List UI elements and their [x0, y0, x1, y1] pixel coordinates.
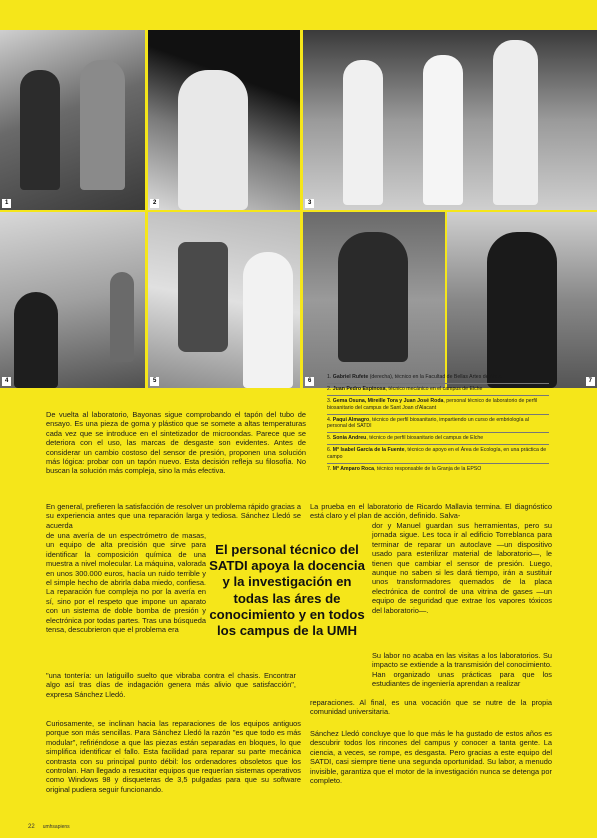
photo-3	[303, 30, 597, 210]
photo-number: 2	[150, 199, 159, 208]
person-silhouette	[493, 40, 538, 205]
photo-number: 1	[2, 199, 11, 208]
photo-5	[148, 212, 300, 388]
photo-6	[303, 212, 445, 388]
left-col-p1c: "una tontería: un latiguillo suelto que vibraba contra el chasis. Encontrar algo así tras días de indagación genera más alivio que satisfacción", expresa Sánchez Lledó.	[46, 671, 296, 699]
caption-item: 7. Mª Amparo Roca, técnico responsable de la Granja de la EPSO	[327, 465, 482, 472]
intro-paragraph: De vuelta al laboratorio, Bayonas sigue comprobando el tapón del tubo de ensayo. Es una pieza de goma y plástico que se somete a altas temperaturas cada vez que se introduce en el sintetizador de microondas. Parece que se deteriora con el uso, las marcas de desgaste son evidentes. Antes de considerar un cambio costoso del sensor de presión, proponen una solución más lógica: probar con un tapón nuevo. Esta decisión refleja su filosofía. No buscan la solución más compleja, sino la más efectiva.	[46, 410, 306, 476]
caption-item: 2. Juan Pedro Espinosa, técnico mecánico en el campus de Elche	[327, 384, 549, 396]
person-silhouette	[14, 292, 58, 388]
photo-2	[148, 30, 300, 210]
left-col-p1b: de una avería de un espectrómetro de masas, un equipo de alta precisión que sirve para identificar la composición química de una muestra a nivel molecular. La máquina, valorada en unos 300.000 euros, hacía un ruido terrible y el simple hecho de abrirla daba miedo, confiesa. La reparación fue compleja no por la avería en sí, sino por el respeto que impone un aparato con un sistema de doble bomba de presión y electrónica por todas partes. Tras una búsqueda tensa, descubrieron que el problema era	[46, 531, 206, 635]
person-silhouette	[110, 272, 134, 362]
right-col-p1b: dor y Manuel guardan sus herramientas, pero su jornada sigue. Les toca ir al edificio Torreblanca para terminar de reparar un autoclave —un dispositivo usado para esterilizar material de laboratorio—, le tienen que cambiar el sensor de presión. Luego, aunque no saben si les dará tiempo, irán a sustituir unos transformadores quemados de la placa electrónica de control de una vitrina de gases —un equipo de seguridad que extrae los vapores tóxicos del laboratorio—.	[372, 521, 552, 615]
photo-1	[0, 30, 145, 210]
person-silhouette	[338, 232, 408, 362]
caption-item: 4. Paqui Almagro, técnico de perfil biosanitario, impartiendo un curso de embriología al personal del SATDI	[327, 415, 549, 433]
right-col-p3: Sánchez Lledó concluye que lo que más le ha gustado de estos años es descubrir todos los rincones del campus y conocer a tanta gente. La ciencia, a veces, se rompe, es desgasta. Pero gracias a este equipo del SATDI, casi siempre tiene una segunda oportunidad. Su labor, a menudo invisible, garantiza que el motor de la investigación nunca se detenga por completo.	[310, 729, 552, 786]
page-footer	[28, 824, 70, 830]
right-col-p2a: Su labor no acaba en las visitas a los laboratorios. Su impacto se extiende a la transmisión del conocimiento. Han organizado unas prácticas para que los estudiantes de ingeniería aprendan a realizar	[372, 651, 552, 689]
caption-item: 6. Mª Isabel García de la Fuente, técnico de apoyo en el Área de Ecología, en una práctica de campo	[327, 445, 549, 463]
photo-captions	[327, 372, 549, 475]
photo-number: 5	[150, 377, 159, 386]
caption-item: 5. Sonia Andreu, técnico de perfil biosanitario del campus de Elche	[327, 433, 549, 445]
left-col-p1a: En general, prefieren la satisfacción de resolver un problema rápido gracias a su experiencia antes que una reparación larga y tediosa. Sánchez Lledó se acuerda	[46, 502, 301, 530]
page-number: 22	[28, 824, 35, 830]
caption-item: 1. Gabriel Rufete (derecha), técnico en la Facultad de Bellas Artes de Altea	[327, 372, 549, 384]
photo-number: 3	[305, 199, 314, 208]
pull-quote: El personal técnico del SATDI apoya la docencia y la investigación en todas las áres de conocimiento y en todos los campus de la UMH	[209, 542, 365, 639]
person-silhouette	[243, 252, 293, 388]
person-silhouette	[343, 60, 383, 205]
caption-item: 3. Gema Osuna, Mireille Tora y Juan José Roda, personal técnico de laboratorio de perfil biosanitario del campus de Sant Joan d'Alacant	[327, 396, 549, 414]
right-col-p1a: La prueba en el laboratorio de Ricardo Mallavia termina. El diagnóstico está claro y el plan de acción, definido. Salva-	[310, 502, 552, 521]
photo-number: 4	[2, 377, 11, 386]
photo-4	[0, 212, 145, 388]
person-silhouette	[80, 60, 125, 190]
person-silhouette	[423, 55, 463, 205]
person-silhouette	[178, 70, 248, 210]
photo-number: 7	[586, 377, 595, 386]
microscope	[178, 242, 228, 352]
person-silhouette	[20, 70, 60, 190]
photo-number: 6	[305, 377, 314, 386]
photo-7	[447, 212, 597, 388]
right-col-p2b: reparaciones. Al final, es una vocación que se nutre de la propia comunidad universitaria.	[310, 698, 552, 717]
person-silhouette	[487, 232, 557, 388]
magazine-brand: umhsapiens	[42, 824, 70, 830]
left-col-p2: Curiosamente, se inclinan hacia las reparaciones de los equipos antiguos porque son más sencillas. Para Sánchez Lledó la razón "es que todo es más modular", refiriéndose a que las piezas están separadas en bloques, lo que simplifica identificar el fallo. Esta facilidad para reparar su parte mecánica contrasta con su principal punto débil: los ordenadores obsoletos que los controlan. Han llegado a resucitar equipos que requerían sistemas operativos como Windows 98 y disqueteras de 3,5 pulgadas para que su software original pudiera seguir funcionando.	[46, 719, 301, 794]
